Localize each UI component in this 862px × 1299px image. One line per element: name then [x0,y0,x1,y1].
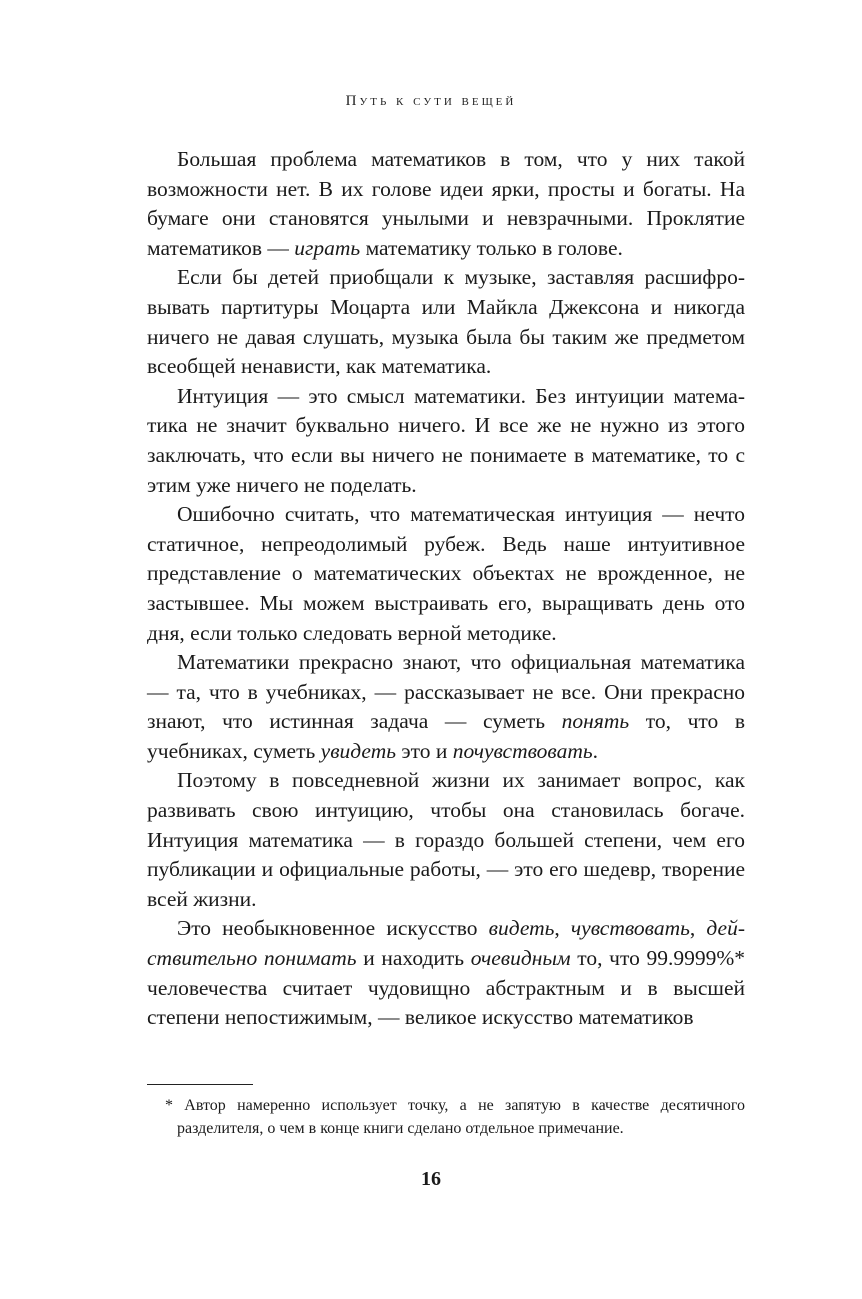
text-run: Интуиция — это смысл математики. Без интуиции математика не значит буквально ничего. И все же не нужно из этого заключать, что если вы ничего не понимаете в математике, то с этим уже ничего не поделать. [147,383,745,497]
text-run: то, что в учебниках, суметь [147,709,745,763]
footnote: * Автор намеренно использует точку, а не запятую в качестве десятичного разделителя, о чем в конце книги сделано отдельное примечание. [165,1097,745,1137]
text-run: Математики прекрасно знают, что официальная математика — та, что в учебниках, — рассказывает не все. Они прекрасно знают, что истинная задача — суметь [147,650,745,734]
italic-text: увидеть [320,738,397,763]
italic-text: играть [294,235,361,260]
paragraph [147,500,745,648]
paragraph [147,766,745,914]
text-run: Если бы детей приобщали к музыке, заставляя расшифровывать партитуры Моцарта или Майкла Джексона и никогда ничего не давая слушать, музыка была бы таким же предметом всеобщей ненависти, как математика. [147,265,745,379]
running-head: Путь к сути вещей [345,93,517,109]
paragraph [147,145,745,263]
italic-text: понять [561,709,630,734]
paragraph [147,648,745,766]
text-run: Большая проблема математиков в том, что у них такой возможности нет. В их голове идеи ярки, просты и богаты. На бумаге они становятся унылыми и невзрачными. Проклятие математиков — [147,147,745,260]
paragraph [147,914,745,1032]
paragraph [147,382,745,500]
body-text [147,145,745,1033]
text-run: математику только в голове. [360,235,623,260]
text-run: это и [396,738,453,763]
footnote-rule [147,1084,253,1085]
text-run: Поэтому в повседневной жизни их занимает вопрос, как развивать свою интуицию, чтобы она становилась богаче. Интуиция математика — в гораздо большей степени, чем его публикации и официальные работы, — это его шедевр, творение всей жизни. [147,768,745,911]
italic-text: действительно понимать [147,916,745,971]
text-run: и находить [356,946,471,971]
page-number: 16 [421,1168,441,1190]
text-run: Ошибочно считать, что математическая интуиция — нечто статичное, непреодолимый рубеж. Ведь наше интуитивное представление о математических объектах не врожденное, не застывшее. Мы можем выстраивать его, выращивать день ото дня, если только следовать верной методике. [147,502,745,645]
italic-text: чувствовать [570,916,690,941]
italic-text: видеть [488,916,555,941]
text-run: то, что 99.9999%* человечества считает чудовищно абстрактным и в высшей степени непостижимым, — великое искусство математиков [147,946,745,1030]
italic-text: почувствовать [452,738,593,763]
text-run: . [592,738,599,763]
paragraph [147,263,745,381]
text-run: , [554,916,571,941]
italic-text: очевидным [470,946,571,971]
text-run: , [689,916,707,941]
text-run: Это необыкновенное искусство [177,916,489,941]
